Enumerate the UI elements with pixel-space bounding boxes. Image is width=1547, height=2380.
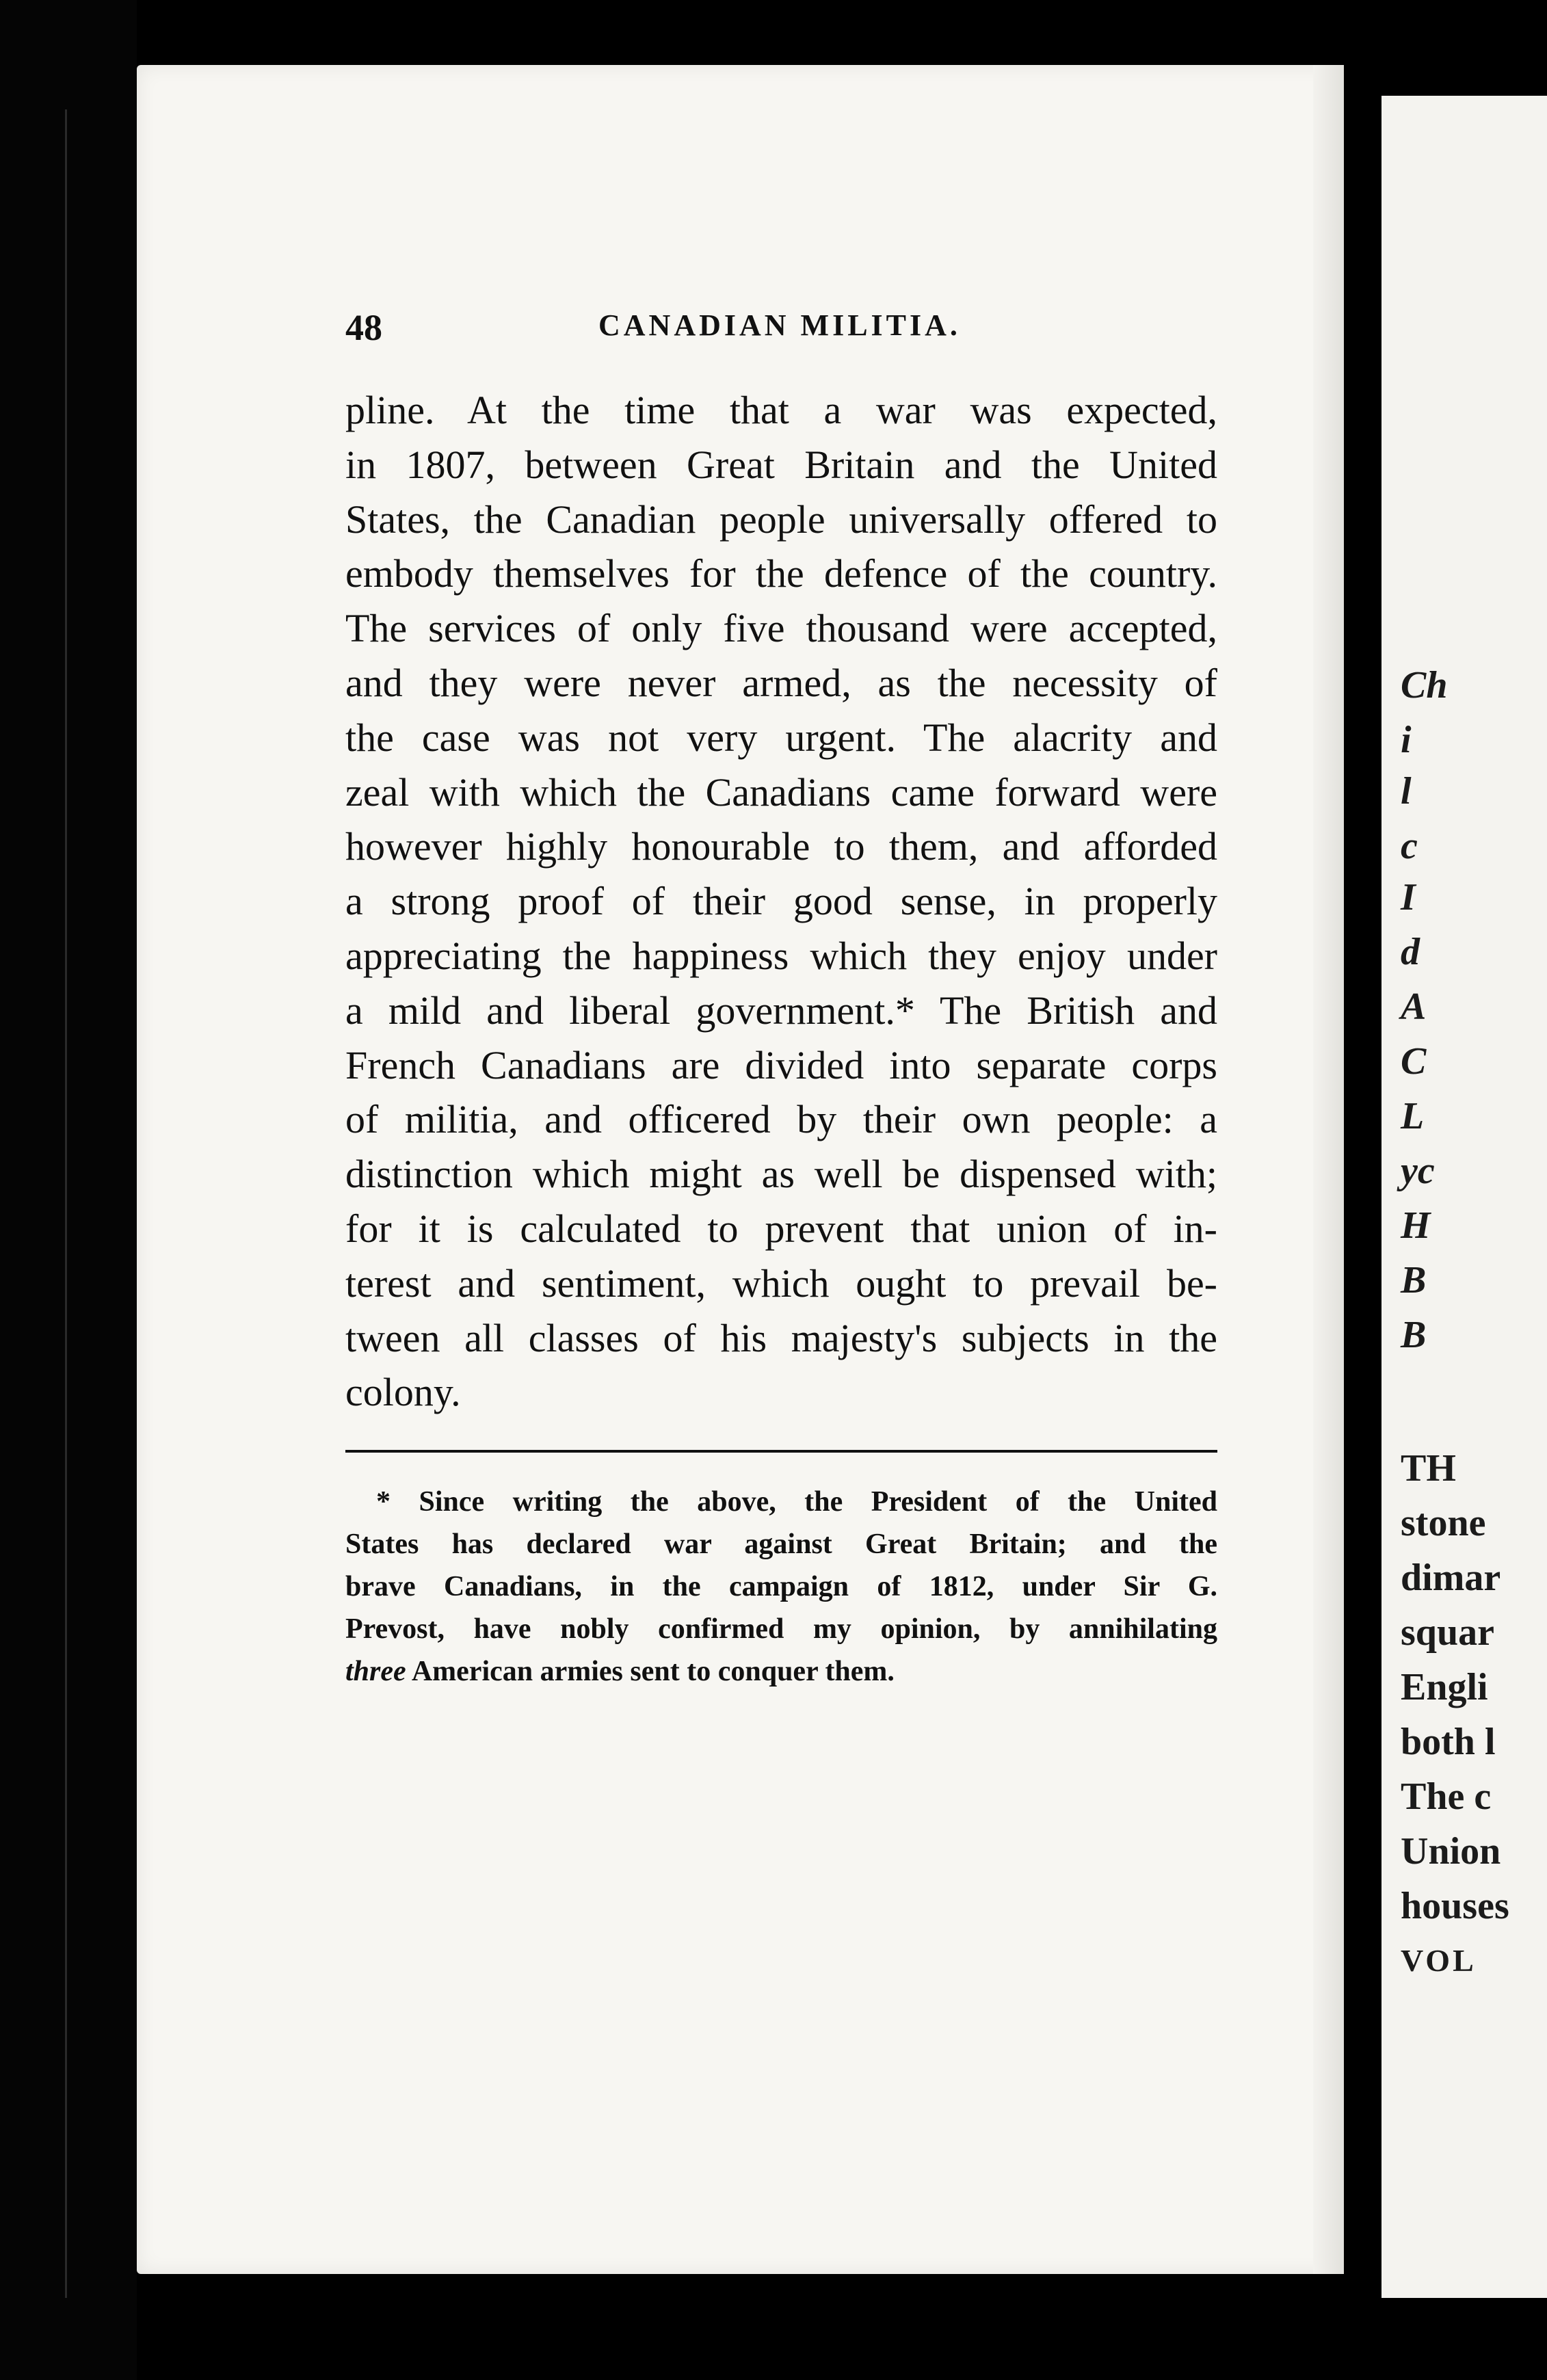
adjacent-fragment: The c (1401, 1775, 1492, 1818)
adjacent-fragment: d (1401, 931, 1420, 973)
footnote-line: brave Canadians, in the campaign of 1812, under Sir G. (345, 1571, 1217, 1602)
adjacent-fragment: VOL (1401, 1943, 1477, 1978)
footnote-italic-word: three (345, 1656, 406, 1687)
footnote-line-end: American armies sent to conquer them. (406, 1656, 895, 1687)
adjacent-fragment: i (1401, 719, 1412, 761)
text-line: States, the Canadian people universally offered to (345, 497, 1217, 542)
adjacent-fragment: TH (1401, 1447, 1456, 1490)
body-paragraph (345, 383, 1217, 1420)
page-number: 48 (345, 307, 382, 348)
text-line: the case was not very urgent. The alacrity and (345, 715, 1217, 760)
adjacent-fragment: l (1401, 770, 1412, 812)
adjacent-fragment: yc (1401, 1150, 1435, 1192)
text-line: tween all classes of his majesty's subjects in the (345, 1315, 1217, 1360)
text-line: embody themselves for the defence of the country. (345, 551, 1217, 596)
adjacent-fragment: houses (1401, 1885, 1509, 1927)
footnote-line: States has declared war against Great Britain; and the (345, 1529, 1217, 1560)
footnote-line: Prevost, have nobly confirmed my opinion, by annihilating (345, 1613, 1217, 1645)
footnote (345, 1481, 1217, 1693)
text-line: and they were never armed, as the necessity of (345, 660, 1217, 705)
adjacent-fragment: H (1401, 1204, 1431, 1247)
text-line: a mild and liberal government.* The British and (345, 988, 1217, 1033)
text-line: French Canadians are divided into separate corps (345, 1042, 1217, 1087)
adjacent-fragment: dimar (1401, 1557, 1501, 1599)
running-head: CANADIAN MILITIA. (598, 308, 961, 342)
adjacent-fragment: Ch (1401, 664, 1448, 706)
text-line: however highly honourable to them, and afforded (345, 824, 1217, 869)
text-line: of militia, and officered by their own people: a (345, 1097, 1217, 1142)
adjacent-fragment: Engli (1401, 1666, 1488, 1708)
adjacent-fragment: I (1401, 876, 1416, 918)
text-line: a strong proof of their good sense, in properly (345, 879, 1217, 924)
adjacent-fragment: B (1401, 1259, 1427, 1301)
adjacent-fragment: squar (1401, 1611, 1494, 1654)
text-line: pline. At the time that a war was expected, (345, 388, 1217, 432)
adjacent-fragment: L (1401, 1095, 1425, 1137)
text-line: distinction which might as well be dispensed with; (345, 1152, 1217, 1197)
footnote-rule (345, 1450, 1217, 1453)
text-line: colony. (345, 1370, 461, 1415)
binding-line (65, 109, 67, 2298)
adjacent-fragment: B (1401, 1314, 1427, 1356)
text-line: The services of only five thousand were accepted, (345, 606, 1217, 651)
adjacent-fragment: Union (1401, 1830, 1501, 1873)
adjacent-fragment: both l (1401, 1721, 1496, 1763)
text-line: appreciating the happiness which they enjoy under (345, 933, 1217, 978)
adjacent-fragment: c (1401, 825, 1418, 867)
left-gutter (0, 0, 137, 2380)
adjacent-page (1381, 96, 1547, 2298)
footnote-line (345, 1650, 1217, 1693)
adjacent-fragment: C (1401, 1040, 1427, 1083)
text-line: for it is calculated to prevent that union of in- (345, 1206, 1217, 1251)
adjacent-fragment: stone (1401, 1502, 1486, 1544)
text-line: in 1807, between Great Britain and the United (345, 442, 1217, 487)
page-divider (1344, 55, 1381, 2298)
page-edge-shadow (1313, 65, 1344, 2274)
footnote-line: * Since writing the above, the President of the United (376, 1486, 1217, 1518)
text-line: zeal with which the Canadians came forward were (345, 769, 1217, 815)
adjacent-fragment: A (1401, 986, 1427, 1028)
text-line: terest and sentiment, which ought to prevail be- (345, 1260, 1217, 1306)
